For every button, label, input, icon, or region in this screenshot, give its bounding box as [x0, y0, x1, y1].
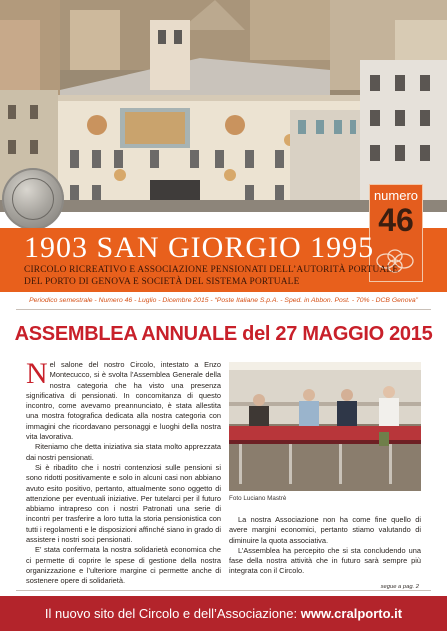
article-left-column	[26, 357, 221, 587]
palazzo-photo	[0, 0, 447, 212]
publication-info: Periodico semestrale - Numero 46 - Luglio - Dicembre 2015 - “Poste Italiane S.p.A. - Sped. in Abbon. Post. - 70% - DCB Genova”	[29, 297, 418, 304]
article-paragraph: Riteniamo che detta iniziativa sia stata molto apprezzata dai nostri pensionati.	[26, 442, 221, 462]
footer-banner	[0, 596, 447, 631]
divider	[16, 590, 431, 591]
article-paragraph: Si è ribadito che i nostri contenziosi sulle pensioni si sono ridotti positivamente e solo in alcuni casi non abbiano avuto esito positivo, pertanto, attualmente sono oggetto di attenzione per eventuali iniziative. Per tutelarci per il futuro abbiamo intrapreso con i nostri Patronati una serie di incontri per trasferire a loro tutta la storia pensionistica con tutti i regolamenti e le disposizioni affinché siano in grado di assistere i nostri soci pensionati.	[26, 462, 221, 545]
circolo-seal-logo	[2, 168, 64, 230]
masthead-subtitle-line1: CIRCOLO RICREATIVO E ASSOCIAZIONE PENSIONATI DELL’AUTORITÀ PORTUALE	[24, 265, 399, 275]
footer-text: Il nuovo sito del Circolo e dell’Associazione:	[44, 606, 298, 621]
drop-cap: N	[26, 357, 48, 390]
article-paragraph: L’Assemblea ha percepito che si sta concludendo una fase della nostra attività che in futuro sarà sempre più integrata con il Circolo.	[229, 545, 421, 576]
issue-number: 46	[378, 202, 414, 238]
article-paragraph: E’ stata confermata la nostra solidarietà economica che ci permette di coprire le spese di gestione della nostra organizzazione e l’ulteriore margine ci permette anche di sostenere opere di solidarietà.	[26, 545, 221, 586]
article-headline: ASSEMBLEA ANNUALE del 27 MAGGIO 2015	[14, 323, 433, 345]
masthead-title: 1903 SAN GIORGIO 1995	[24, 231, 375, 264]
photo-caption: Foto Luciano Mastrè	[229, 495, 287, 502]
assembly-photo	[229, 362, 421, 491]
article-right-column	[229, 515, 421, 577]
article-paragraph: La nostra Associazione non ha come fine quello di avere margini economici, pertanto stiamo valutando di diminuire la quota associativa.	[229, 515, 421, 545]
article-paragraph: Nel salone del nostro Circolo, intestato a Enzo Montecucco, si è svolta l’Assemblea Generale della nostra categoria che ha visto una presenza significativa di pensionati. In concomitanza di questo incontro, come avevamo preannunciato, è stata allestita una mostra fotografica dedicata alla nostra categoria con immagini che ricordavano personaggi e luoghi della nostra vita lavorativa.	[26, 357, 221, 442]
footer-website-link[interactable]: www.cralporto.it	[300, 606, 403, 621]
continued-note: segue a pag. 2	[380, 584, 419, 590]
issue-label: numero	[373, 188, 419, 203]
masthead-subtitle-line2: DEL PORTO DI GENOVA E SOCIETÀ DEL SISTEMA PORTUALE	[24, 277, 300, 287]
divider	[16, 309, 431, 310]
